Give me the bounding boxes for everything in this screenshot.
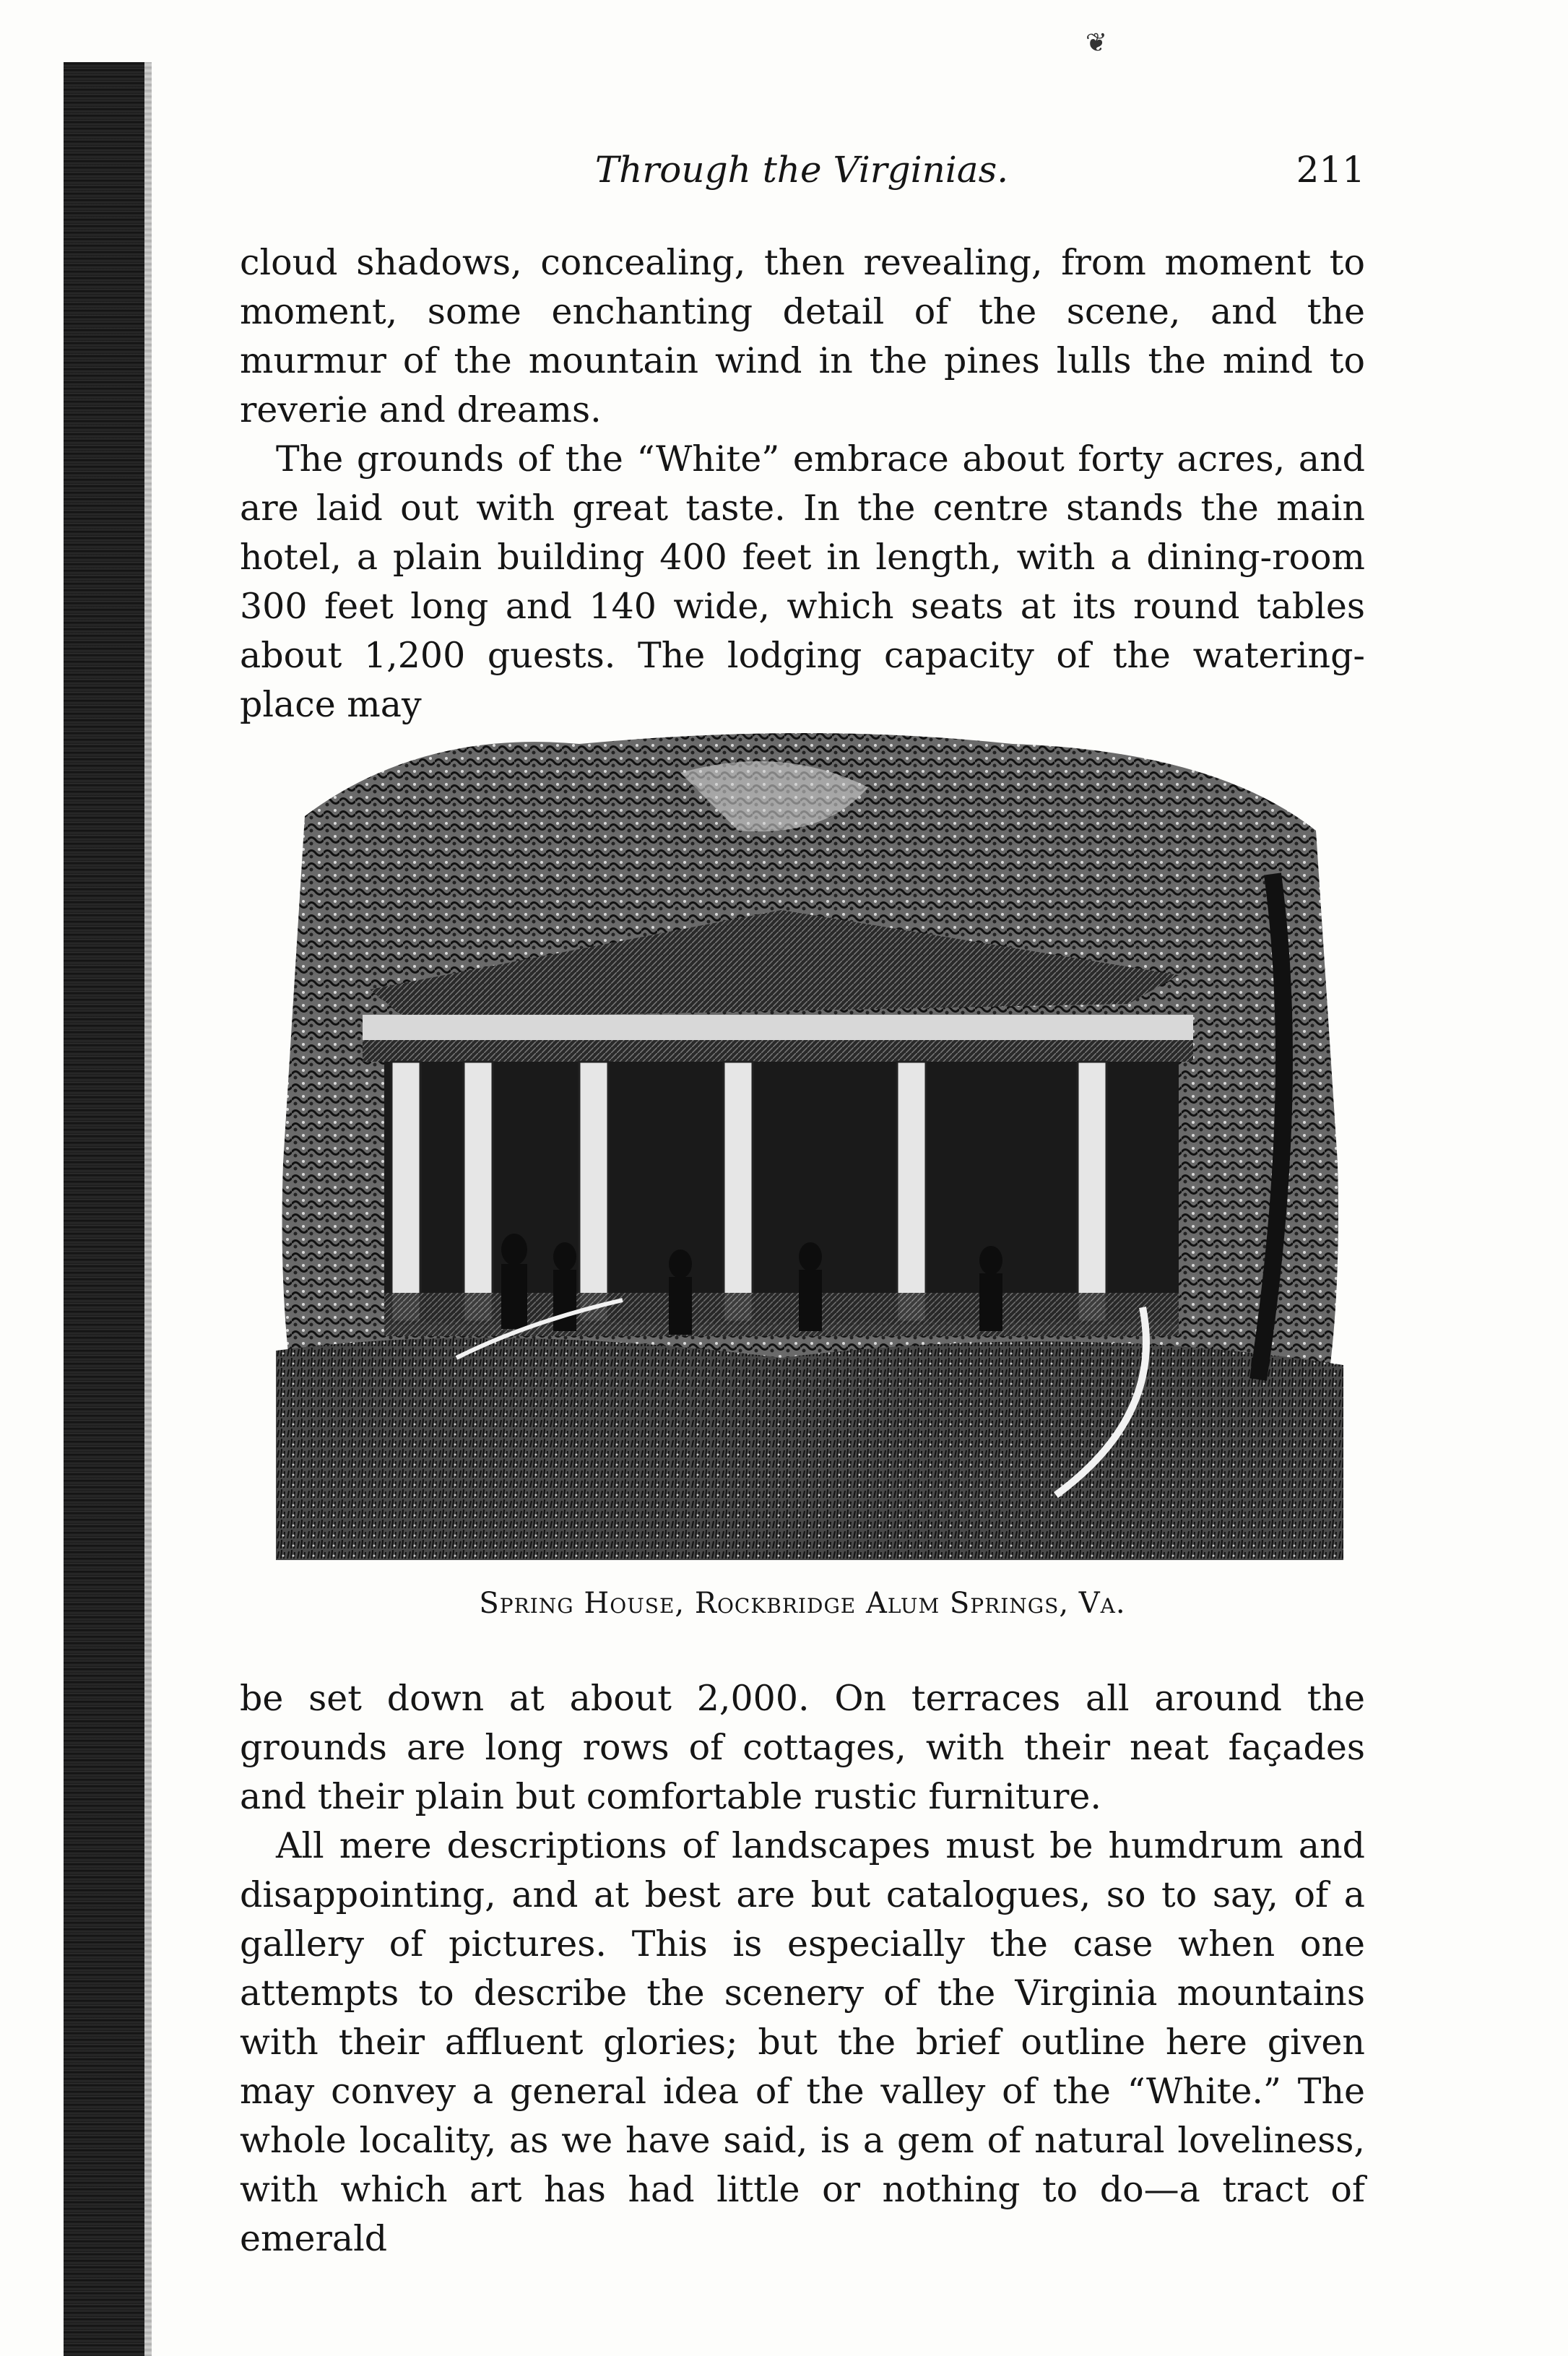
engraving-illustration bbox=[276, 729, 1343, 1560]
running-title: Through the Virginias. bbox=[594, 149, 1009, 191]
paragraph: be set down at about 2,000. On terraces all around the grounds are long rows of cottages, with their neat façades and their plain but comfortable rustic furniture. bbox=[240, 1678, 1365, 1817]
page-number: 211 bbox=[1296, 149, 1365, 191]
paragraph: cloud shadows, concealing, then revealing, from moment to moment, some enchanting detail of the scene, and the murmur of the mountain wind in the pines lulls the mind to reverie and dreams. bbox=[240, 242, 1365, 430]
paragraph: The grounds of the “White” embrace about forty acres, and are laid out with great taste. In the centre stands the main hotel, a plain building 400 feet in length, with a dining-room 300 feet long and 140 wide, which seats at its round tables about 1,200 guests. The lodging capacity of the watering-place may bbox=[240, 438, 1365, 725]
text-block-top bbox=[240, 238, 1365, 729]
running-head bbox=[238, 144, 1365, 195]
text-block-bottom bbox=[240, 1674, 1365, 2264]
paragraph: All mere descriptions of landscapes must be humdrum and disappointing, and at best are but catalogues, so to say, of a gallery of pictures. This is especially the case when one attempts to describe the scenery of the Virginia mountains with their affluent glories; but the brief outline here given may convey a general idea of the valley of the “White.” The whole locality, as we have said, is a gem of natural loveliness, with which art has had little or nothing to do—a tract of emerald bbox=[240, 1825, 1365, 2259]
scanned-binding-edge bbox=[64, 62, 144, 2356]
figure-caption: Spring House, Rockbridge Alum Springs, Va. bbox=[479, 1587, 1126, 1620]
spring-house-engraving bbox=[276, 729, 1343, 1560]
ornament-icon: ❦ bbox=[1085, 28, 1108, 58]
